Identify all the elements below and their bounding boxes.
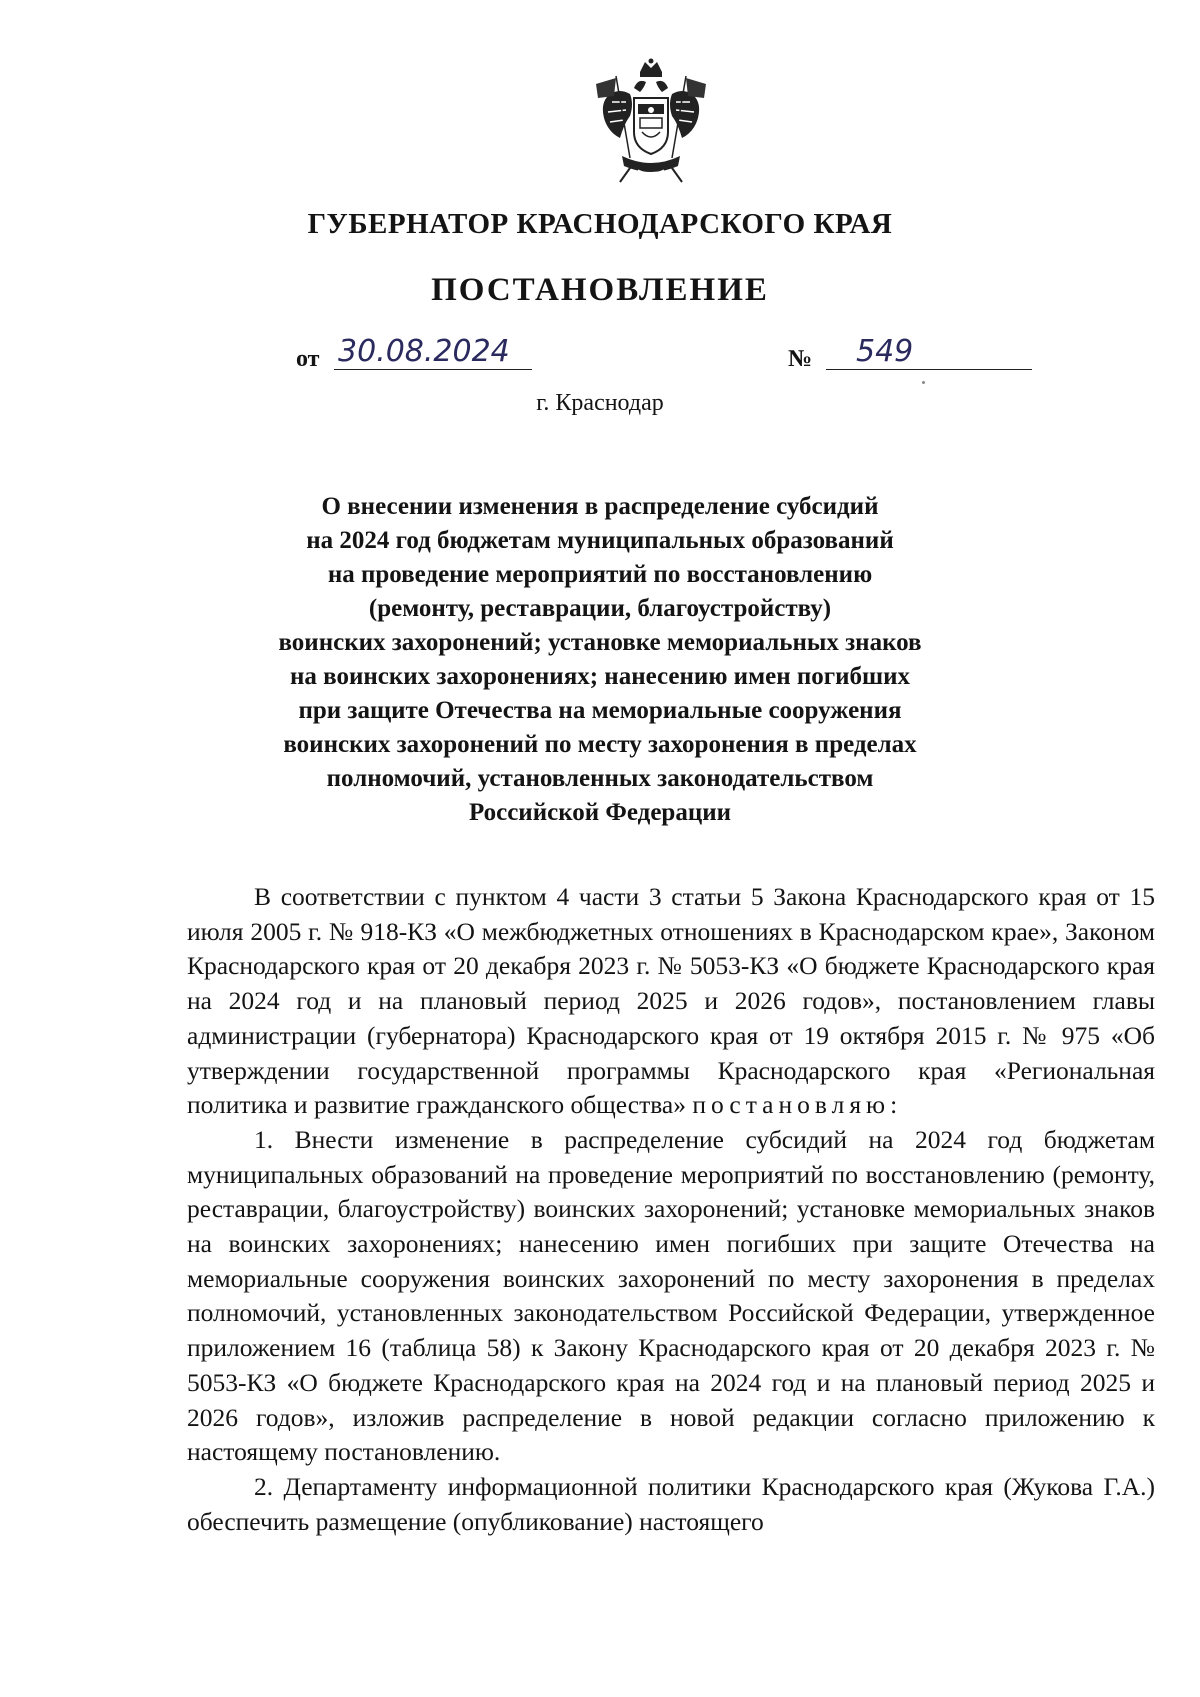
item-1-paragraph: 1. Внести изменение в распределение субсидий на 2024 год бюджетам муниципальных образований на проведение мероприятий по восстановлению (ремонту, реставрации, благоустройству) воинских захоронений; установке мемориальных знаков на воинских захоронениях; нанесению имен погибших при защите Отечества на мемориальные сооружения воинских захоронений по месту захоронения в пределах полномочий, установленных законодательством Российской Федерации, утвержденное приложением 16 (таблица 58) к Закону Краснодарского края от 20 декабря 2023 г. № 5053-КЗ «О бюджете Краснодарского края на 2024 год и на плановый период 2025 и 2026 годов», изложив распределение в новой редакции согласно приложению к настоящему постановлению. [187, 1124, 1155, 1467]
document-type-title: ПОСТАНОВЛЕНИЕ [431, 272, 769, 308]
resolve-word: постановляю: [692, 1090, 903, 1120]
number-field: 549 [826, 332, 1032, 370]
subject-line: воинских захоронений по месту захоронения в пределах [283, 731, 917, 758]
number-label: № [788, 346, 813, 372]
subject-line: на проведение мероприятий по восстановлению [327, 561, 873, 588]
coat-of-arms-icon [590, 58, 712, 186]
city-line: г. Краснодар [536, 390, 664, 416]
date-number-row [0, 332, 1200, 376]
subject-line: полномочий, установленных законодательством [326, 765, 874, 792]
document-body [187, 880, 1155, 1539]
document-subject [200, 490, 1000, 830]
scan-speck [922, 381, 925, 384]
item-2-paragraph: 2. Департаменту информационной политики Краснодарского края (Жукова Г.А.) обеспечить размещение (опубликование) настоящего [187, 1471, 1155, 1536]
subject-line: (ремонту, реставрации, благоустройству) [368, 595, 832, 622]
date-label: от [296, 346, 320, 372]
preamble-paragraph [187, 880, 1155, 1123]
date-field: 30.08.2024 [334, 332, 532, 370]
subject-line: на воинских захоронениях; нанесению имен погибших [289, 663, 911, 690]
subject-line: на 2024 год бюджетам муниципальных образований [306, 527, 894, 554]
preamble-text: В соответствии с пунктом 4 части 3 статьи 5 Закона Краснодарского края от 15 июля 2005 г. № 918-КЗ «О межбюджетных отношениях в Краснодарском крае», Законом Краснодарского края от 20 декабря 2023 г. № 5053-КЗ «О бюджете Краснодарского края на 2024 год и на плановый период 2025 и 2026 годов», постановлением главы администрации (губернатора) Краснодарского края от 19 октября 2015 г. № 975 «Об утверждении государственной программы Краснодарского края «Региональная политика и развитие гражданского общества» [187, 882, 1155, 1120]
subject-line: Российской Федерации [468, 799, 732, 826]
issuing-authority: ГУБЕРНАТОР КРАСНОДАРСКОГО КРАЯ [307, 208, 893, 240]
subject-line: воинских захоронений; установке мемориальных знаков [278, 629, 922, 656]
subject-line: О внесении изменения в распределение субсидий [321, 493, 879, 520]
subject-line: при защите Отечества на мемориальные сооружения [298, 697, 902, 724]
